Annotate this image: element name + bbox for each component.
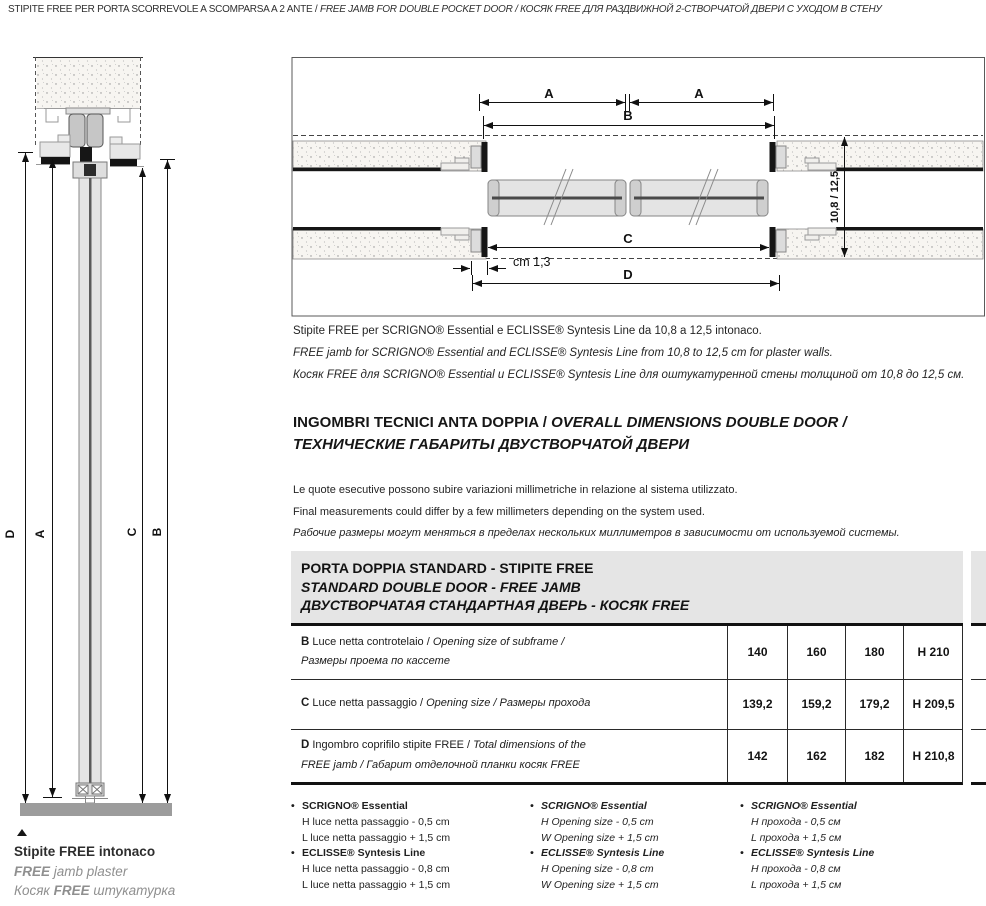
dim-label-b: B: [150, 527, 164, 537]
row-d-key: D: [301, 739, 310, 751]
row-d-value-180: 182: [845, 730, 903, 782]
hanger-bolt: [80, 147, 92, 162]
row-d-value-160: 162: [787, 730, 845, 782]
left-caption-english: FREE jamb plaster: [14, 863, 128, 879]
footnote-line: W Opening size + 1,5 cm: [541, 831, 659, 844]
row-d-value-h: H 210,8: [903, 730, 963, 782]
dimension-a: [43, 159, 62, 798]
footnote-line: H luce netta passaggio - 0,5 cm: [302, 815, 450, 828]
footnote-line: H прохода - 0,8 см: [751, 863, 841, 876]
door-panel-core-line: [89, 178, 92, 783]
roller-carriage: [66, 108, 110, 162]
row-c-value-h: H 209,5: [903, 680, 963, 729]
footnote-line: H luce netta passaggio - 0,8 cm: [302, 863, 450, 876]
door-panel: [79, 178, 101, 783]
caption-pointer-triangle: [17, 829, 27, 836]
dimension-d: [18, 153, 33, 804]
footnote-line: W Opening size + 1,5 cm: [541, 878, 659, 891]
table-row-c: [291, 680, 963, 730]
dim-label-c: C: [125, 527, 139, 537]
tolerance-notes: [293, 480, 985, 545]
footnote-line: H Opening size - 0,5 cm: [541, 815, 654, 828]
dim-label-jamb-offset: cm 1,3: [513, 255, 551, 269]
row-c-description: C Luce netta passaggio / Opening size / Размеры прохода: [301, 697, 591, 710]
table-row-b: [291, 626, 963, 680]
roller-right: [87, 114, 103, 147]
row-d-value-140: 142: [727, 730, 787, 782]
door-top-cap: [73, 162, 107, 178]
footnote-eclisse-title-ru: • ECLISSE® Syntesis Line: [740, 846, 982, 862]
dim-label-c: C: [623, 231, 633, 246]
table-title-russian: ДВУСТВОРЧАТАЯ СТАНДАРТНАЯ ДВЕРЬ - КОСЯК FREE: [301, 597, 690, 613]
left-caption-italian: Stipite FREE intonaco: [14, 844, 156, 859]
row-b-value-140: 140: [727, 626, 787, 679]
footnote-eclisse-title-it: • ECLISSE® Syntesis Line: [291, 846, 526, 862]
footnote-scrigno-title-ru: • SCRIGNO® Essential: [740, 799, 982, 815]
plan-caption-russian: Косяк FREE для SCRIGNO® Essential и ECLISSE® Syntesis Line для оштукатуренной стены толщиной от 10,8 до 12,5 см.: [293, 369, 965, 381]
plan-caption-italian: Stipite FREE per SCRIGNO® Essential e ECLISSE® Syntesis Line da 10,8 a 12,5 intonaco.: [293, 325, 762, 337]
table-title-bar: [291, 551, 963, 626]
dim-label-b: B: [623, 108, 633, 123]
footer-notes-italian: [291, 799, 526, 894]
row-c-key: C: [301, 697, 310, 710]
jamb-left: [471, 142, 488, 257]
jamb-right: [770, 142, 787, 257]
row-c-value-160: 159,2: [787, 680, 845, 729]
row-c-value-140: 139,2: [727, 680, 787, 729]
row-b-value-h: H 210: [903, 626, 963, 679]
footnote-line: L luce netta passaggio + 1,5 cm: [302, 878, 451, 891]
dimensions-table: [291, 551, 963, 785]
adjacent-page-sliver: [971, 551, 986, 785]
dim-label-a-left: A: [544, 86, 554, 101]
floor-guide: [86, 796, 95, 803]
vertical-section-drawing: [0, 45, 240, 845]
row-b-description: B Luce netta controtelaio / Opening size of subframe / Размеры проема по кассете: [301, 635, 565, 667]
footnote-line: H прохода - 0,5 см: [751, 815, 841, 828]
roller-left: [69, 114, 85, 147]
footnote-scrigno-title-en: • SCRIGNO® Essential: [530, 799, 735, 815]
section-heading: [293, 412, 985, 456]
page-header: [8, 4, 984, 15]
table-title-italian: PORTA DOPPIA STANDARD - STIPITE FREE: [301, 560, 594, 576]
left-drawing-caption: [14, 842, 175, 901]
dimension-b: [160, 160, 175, 804]
lintel-plaster-hatch: [37, 58, 141, 108]
footer-notes-russian: [740, 799, 982, 894]
footnote-eclisse-title-en: • ECLISSE® Syntesis Line: [530, 846, 735, 862]
page-header-translations: FREE JAMB FOR DOUBLE POCKET DOOR / КОСЯК FREE ДЛЯ РАЗДВИЖНОЙ 2-СТВОРЧАТОЙ ДВЕРИ С УХОДОМ В СТЕНУ: [319, 4, 882, 15]
row-b-value-180: 180: [845, 626, 903, 679]
door-leaf-right: [630, 180, 768, 216]
note-russian: Рабочие размеры могут меняться в пределах нескольких миллиметров в зависимости от используемой системы.: [293, 527, 900, 539]
dimension-jamb-offset: [453, 261, 506, 275]
footnote-scrigno-title-it: • SCRIGNO® Essential: [291, 799, 526, 815]
door-bottom-guide: [72, 783, 108, 803]
heading-russian: ТЕХНИЧЕСКИЕ ГАБАРИТЫ ДВУСТВОРЧАТОЙ ДВЕРИ: [293, 436, 690, 453]
table-row-d: [291, 730, 963, 785]
plan-view-drawing: [291, 55, 986, 317]
page-header-italian: STIPITE FREE PER PORTA SCORREVOLE A SCOMPARSA A 2 ANTE /: [8, 4, 320, 15]
dim-label-d: D: [623, 267, 633, 282]
dim-label-wall-thickness: 10,8 / 12,5: [829, 171, 841, 223]
table-title-english: STANDARD DOUBLE DOOR - FREE JAMB: [301, 578, 581, 595]
heading-english: OVERALL DIMENSIONS DOUBLE DOOR /: [551, 414, 847, 431]
plan-drawing-caption: [293, 320, 985, 386]
note-english: Final measurements could differ by a few millimeters depending on the system used.: [293, 505, 705, 518]
footnote-line: L luce netta passaggio + 1,5 cm: [302, 831, 451, 844]
floor: [20, 803, 172, 816]
row-b-key: B: [301, 635, 310, 648]
footnote-line: L прохода + 1,5 см: [751, 878, 842, 891]
dim-label-d: D: [3, 529, 17, 539]
footnote-line: H Opening size - 0,8 cm: [541, 863, 654, 876]
dim-label-a-right: A: [694, 86, 704, 101]
plan-caption-english: FREE jamb for SCRIGNO® Essential and ECLISSE® Syntesis Line from 10,8 to 12,5 cm for plaster walls.: [293, 347, 833, 359]
footer-notes-english: [530, 799, 735, 894]
note-italian: Le quote esecutive possono subire variazioni millimetriche in relazione al sistema utilizzato.: [293, 484, 738, 496]
dim-label-a: A: [33, 529, 47, 539]
row-c-value-180: 179,2: [845, 680, 903, 729]
heading-italian: INGOMBRI TECNICI ANTA DOPPIA /: [293, 414, 552, 431]
row-d-description: D Ingombro coprifilo stipite FREE / Total dimensions of the FREE jamb / Габарит отделочной планки косяк FREE: [301, 739, 586, 771]
row-b-value-160: 160: [787, 626, 845, 679]
jamb-profile-right: [110, 137, 144, 167]
left-caption-russian: Косяк FREE штукатурка: [14, 883, 176, 898]
footnote-line: L прохода + 1,5 см: [751, 831, 842, 844]
